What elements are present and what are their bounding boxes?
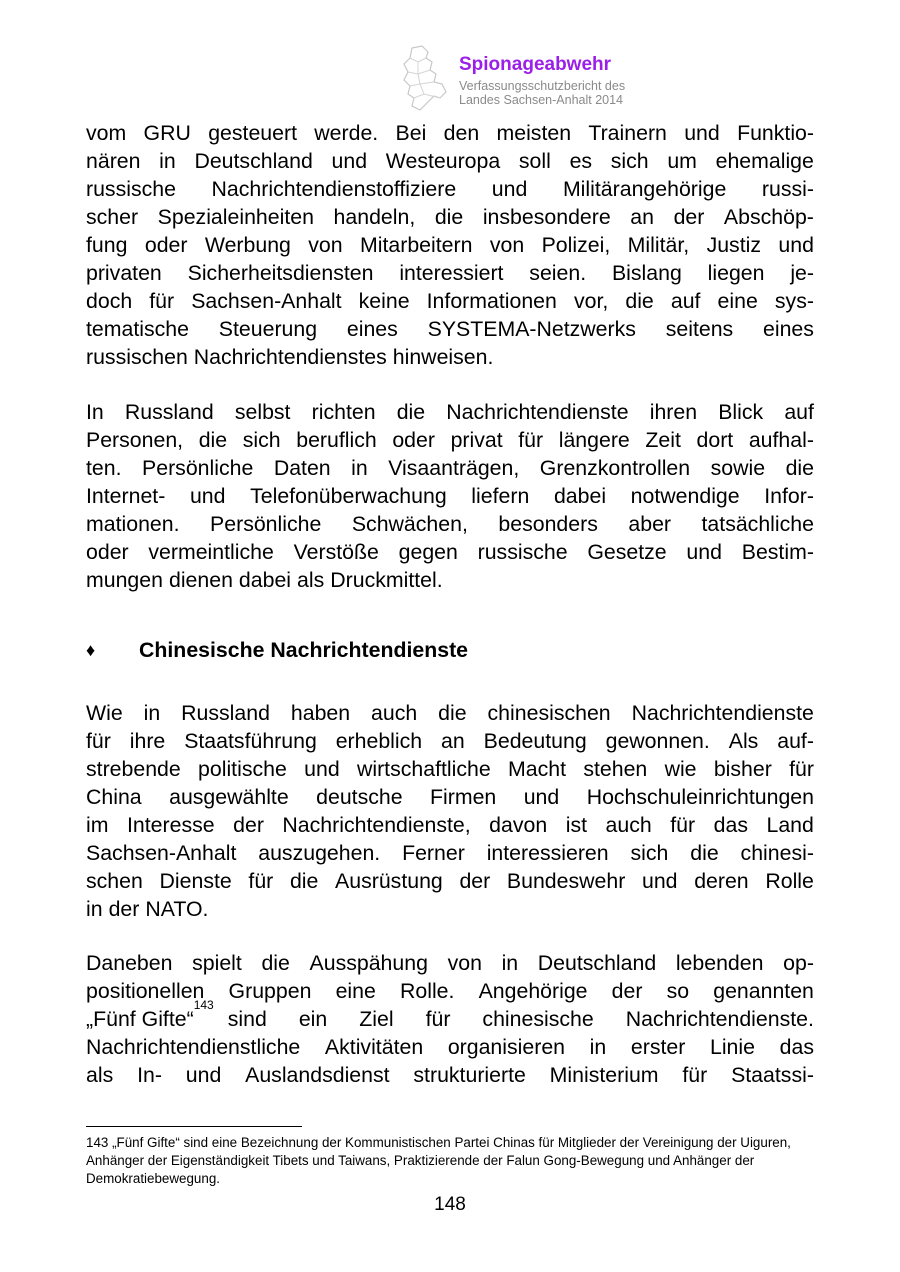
diamond-bullet-icon: ♦ [86, 640, 96, 660]
paragraph-4 [86, 949, 814, 1089]
quoted-term: „Fünf Gifte“ [86, 1007, 194, 1031]
paragraph-3 [86, 699, 814, 923]
text-line: russische Nachrichtendienstoffiziere und Militärangehörige russi- [86, 177, 814, 201]
footnote-number: 143 [86, 1135, 109, 1150]
text-line: mungen dienen dabei als Druckmittel. [86, 568, 443, 592]
text-line: nären in Deutschland und Westeuropa soll es sich um ehemalige [86, 149, 814, 173]
text-line: ten. Persönliche Daten in Visaanträgen, Grenzkontrollen sowie die [86, 456, 814, 480]
text-line: Sachsen-Anhalt auszugehen. Ferner interessieren sich die chinesi- [86, 841, 814, 865]
text-line-with-footnote [86, 998, 814, 1033]
text-line: Daneben spielt die Ausspähung von in Deutschland lebenden op- [86, 951, 814, 975]
text-line: als In- und Auslandsdienst strukturierte Ministerium für Staatssi- [86, 1063, 814, 1087]
text-line: doch für Sachsen-Anhalt keine Informationen vor, die auf eine sys- [86, 289, 814, 313]
header-title: Spionageabwehr [459, 54, 612, 75]
text-fragment: sind ein Ziel für chinesische Nachrichtendienste. [227, 1007, 814, 1031]
footnote-text: „Fünf Gifte“ sind eine Bezeichnung der Kommunistischen Partei Chinas für Mitglieder der Vereinigung der Uiguren, Anhänger der Eigenständigkeit Tibets und Taiwans, Praktizierende der Falun Gong-Bewegung und Anhänger der Demokratiebewegung. [86, 1135, 791, 1186]
text-line: russischen Nachrichtendienstes hinweisen. [86, 345, 494, 369]
text-line: privaten Sicherheitsdiensten interessiert seien. Bislang liegen je- [86, 261, 814, 285]
text-line: oder vermeintliche Verstöße gegen russische Gesetze und Bestim- [86, 540, 814, 564]
text-line: Internet- und Telefonüberwachung liefern dabei notwendige Infor- [86, 484, 814, 508]
text-line: mationen. Persönliche Schwächen, besonders aber tatsächliche [86, 512, 814, 536]
page-header [398, 44, 658, 116]
text-line: fung oder Werbung von Mitarbeitern von Polizei, Militär, Justiz und [86, 233, 814, 257]
footnote-reference[interactable]: 143 [193, 998, 214, 1012]
text-line: In Russland selbst richten die Nachrichtendienste ihren Blick auf [86, 400, 814, 424]
section-heading [86, 638, 468, 663]
text-line: schen Dienste für die Ausrüstung der Bundeswehr und deren Rolle [86, 869, 814, 893]
paragraph-2 [86, 398, 814, 594]
text-line: scher Spezialeinheiten handeln, die insbesondere an der Abschöp- [86, 205, 814, 229]
section-heading-text: Chinesische Nachrichtendienste [139, 638, 469, 662]
text-line: positionellen Gruppen eine Rolle. Angehörige der so genannten [86, 979, 814, 1003]
text-line: China ausgewählte deutsche Firmen und Hochschuleinrichtungen [86, 785, 814, 809]
text-line: im Interesse der Nachrichtendienste, davon ist auch für das Land [86, 813, 814, 837]
header-subtitle-line1: Verfassungsschutzbericht des [459, 79, 626, 93]
text-line: vom GRU gesteuert werde. Bei den meisten Trainern und Funktio- [86, 121, 814, 145]
text-line: in der NATO. [86, 897, 209, 921]
footnote-separator [86, 1126, 302, 1127]
text-line: Nachrichtendienstliche Aktivitäten organisieren in erster Linie das [86, 1035, 814, 1059]
text-line: tematische Steuerung eines SYSTEMA-Netzwerks seitens eines [86, 317, 814, 341]
text-line: für ihre Staatsführung erheblich an Bedeutung gewonnen. Als auf- [86, 729, 814, 753]
sachsen-anhalt-map-outline-icon [398, 44, 454, 114]
paragraph-1 [86, 119, 814, 371]
text-line: Wie in Russland haben auch die chinesischen Nachrichtendienste [86, 701, 814, 725]
header-subtitle-line2: Landes Sachsen-Anhalt 2014 [459, 93, 624, 107]
page-number: 148 [434, 1194, 466, 1215]
text-line: Personen, die sich beruflich oder privat für längere Zeit dort aufhal- [86, 428, 814, 452]
footnote [86, 1134, 816, 1188]
text-line: strebende politische und wirtschaftliche Macht stehen wie bisher für [86, 757, 814, 781]
